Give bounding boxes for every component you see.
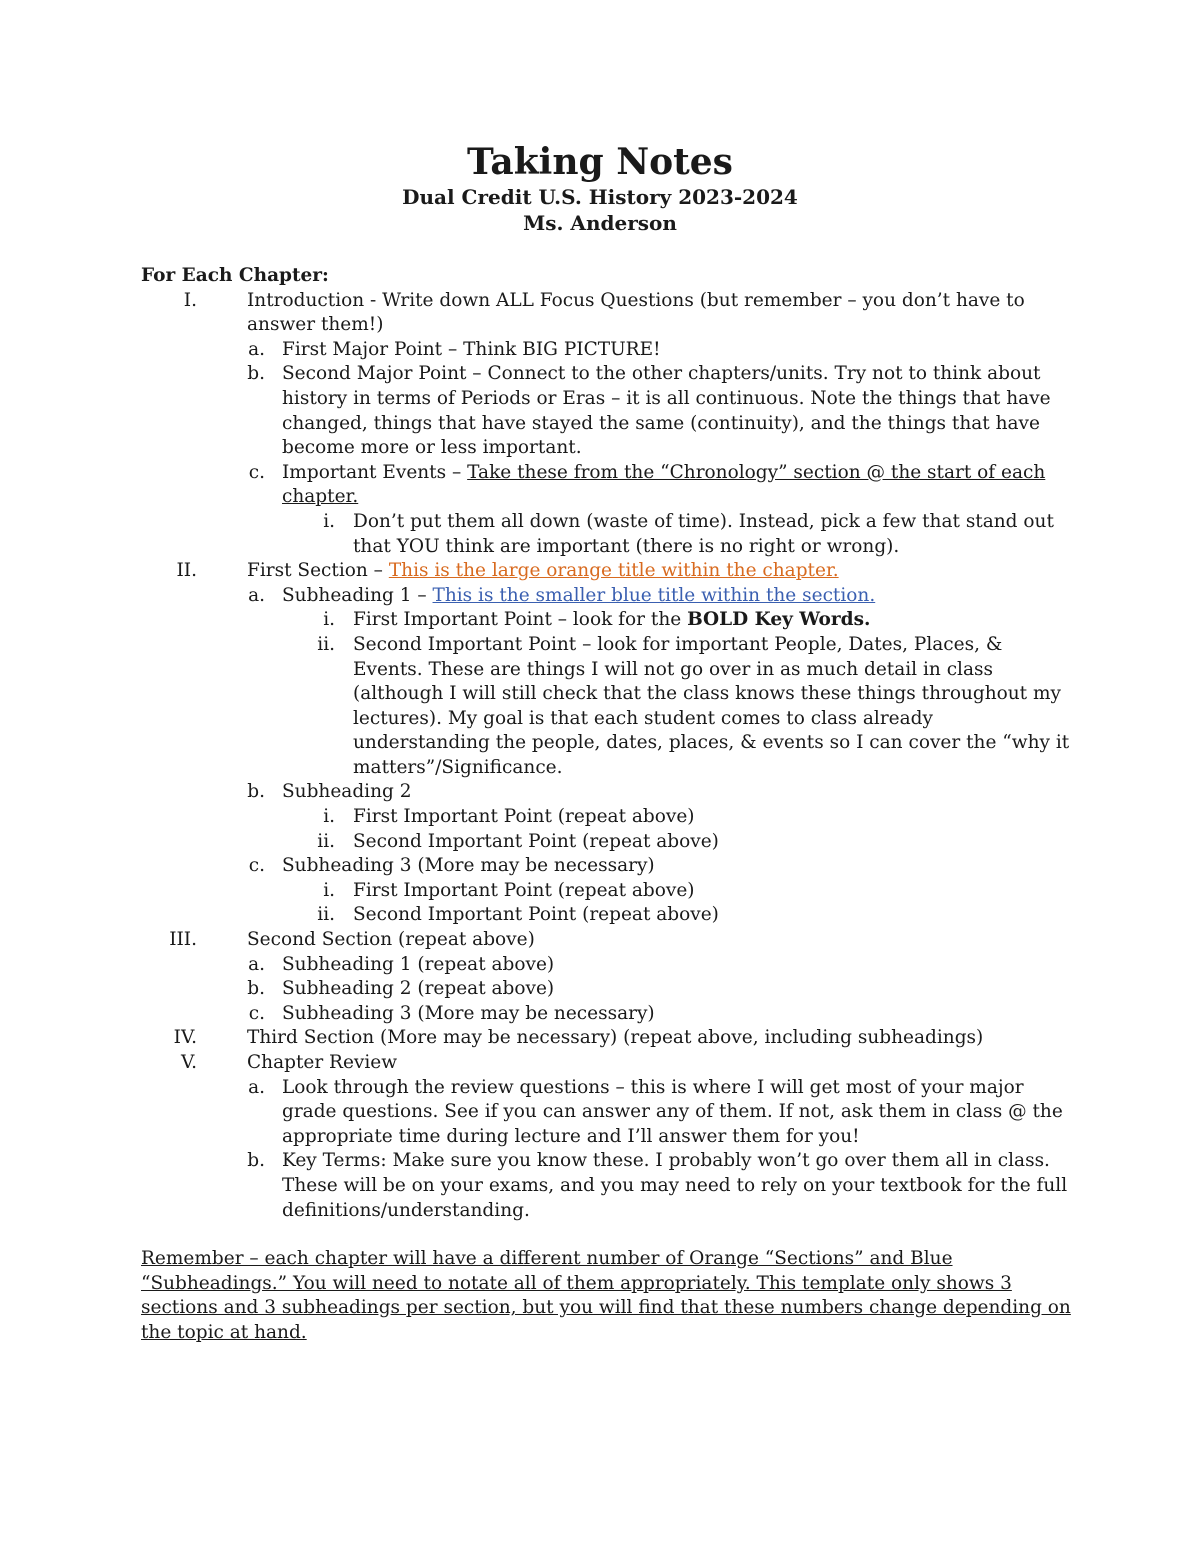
outline-letter: b. (247, 363, 265, 385)
outline-item-ii (141, 559, 1071, 584)
outline-letter: c. (248, 461, 265, 483)
outline-roman-small: i. (323, 806, 335, 828)
outline-letter: b. (247, 1150, 265, 1172)
outline-text: First Important Point (repeat above) (353, 806, 695, 828)
chronology-note: Take these from the “Chronology” section @ the start of each chapter. (282, 461, 1046, 508)
outline-letter: a. (248, 1076, 265, 1098)
outline-text-lead: First Section – (247, 560, 389, 582)
document-body (141, 264, 1071, 1364)
outline-number: I. (183, 289, 197, 311)
outline-item-v-a (141, 1076, 1071, 1150)
outline-item-ii-a-i (141, 608, 1071, 633)
outline-text-lead: Subheading 1 – (282, 584, 433, 606)
outline-text: Introduction - Write down ALL Focus Questions (but remember – you don’t have to answer them!) (247, 289, 1025, 336)
outline-roman-small: i. (323, 609, 335, 631)
outline-text-lead: Important Events – (282, 461, 468, 483)
outline-item-iv (141, 1026, 1071, 1051)
outline-text: Third Section (More may be necessary) (repeat above, including subheadings) (247, 1027, 984, 1049)
outline-item-v (141, 1051, 1071, 1076)
outline-text: Chapter Review (247, 1052, 398, 1073)
outline-text: Second Important Point – look for important People, Dates, Places, & Events. These are things I will not go over in as much detail in class (although I will still check that the class knows these things throughout my lectures). My goal is that each student comes to class already understanding the people, dates, places, & events so I can cover the “why it matters”/Significance. (353, 633, 1070, 778)
outline-roman-small: ii. (317, 904, 335, 926)
outline-item-i-a (141, 338, 1071, 363)
orange-title-example: This is the large orange title within the chapter. (388, 560, 839, 582)
outline-item-iii (141, 928, 1071, 953)
blue-title-example: This is the smaller blue title within the section. (432, 584, 876, 606)
outline-text: First Important Point (repeat above) (353, 879, 695, 901)
outline-text: Second Major Point – Connect to the other chapters/units. Try not to think about history in terms of Periods or Eras – it is all continuous. Note the things that have changed, things that have stayed the same (continuity), and the things that have become more or less important. (282, 363, 1051, 459)
outline-item-ii-a-ii (141, 633, 1071, 781)
outline-text: Subheading 2 (282, 781, 412, 803)
outline-text: Subheading 2 (repeat above) (282, 978, 555, 1000)
outline-item-iii-c (141, 1002, 1071, 1027)
outline-item-ii-b (141, 780, 1071, 805)
outline-text: Second Important Point (repeat above) (353, 904, 719, 926)
outline-text: Subheading 3 (More may be necessary) (282, 855, 655, 877)
outline-letter: c. (248, 1002, 265, 1024)
outline-number: III. (169, 929, 197, 951)
outline-item-iii-b (141, 977, 1071, 1002)
outline-text: Don’t put them all down (waste of time). Instead, pick a few that stand out that YOU think are important (there is no right or wrong). (353, 510, 1054, 557)
outline-letter: a. (248, 338, 265, 360)
outline-text: Second Section (repeat above) (247, 929, 535, 951)
outline-letter: b. (247, 781, 265, 803)
outline-roman-small: ii. (317, 830, 335, 852)
outline-item-i-c (141, 461, 1071, 510)
outline-number: IV. (173, 1027, 197, 1049)
outline-text-lead: First Important Point – look for the (353, 609, 688, 631)
outline-text: Key Terms: Make sure you know these. I probably won’t go over them all in class. These will be on your exams, and you may need to rely on your textbook for the full definitions/understanding. (282, 1150, 1068, 1221)
outline-text: Subheading 1 (repeat above) (282, 953, 555, 975)
outline-letter: a. (248, 953, 265, 975)
outline-text: First Major Point – Think BIG PICTURE! (282, 338, 661, 360)
outline-item-ii-c (141, 854, 1071, 879)
outline-number: V. (180, 1052, 197, 1073)
outline-roman-small: i. (323, 510, 335, 532)
outline-item-i-b (141, 362, 1071, 460)
outline-item-ii-c-ii (141, 903, 1071, 928)
document-title: Taking Notes (467, 141, 733, 183)
outline-number: II. (176, 560, 197, 582)
title-block (0, 140, 1200, 236)
outline-letter: a. (248, 584, 265, 606)
outline-item-ii-b-i (141, 805, 1071, 830)
bold-key-words: BOLD Key Words. (687, 609, 871, 631)
remember-note: Remember – each chapter will have a different number of Orange “Sections” and Blue “Subheadings.” You will need to notate all of them appropriately. This template only shows 3 sections and 3 subheadings per section, but you will find that these numbers change depending on the topic at hand. (141, 1248, 1071, 1343)
outline-item-iii-a (141, 953, 1071, 978)
outline-letter: b. (247, 978, 265, 1000)
outline-text: Second Important Point (repeat above) (353, 830, 719, 852)
outline-letter: c. (248, 855, 265, 877)
chapter-heading: For Each Chapter: (141, 265, 329, 286)
outline-item-ii-a (141, 584, 1071, 609)
outline-item-i (141, 289, 1071, 338)
outline-text: Subheading 3 (More may be necessary) (282, 1002, 655, 1024)
outline-item-ii-c-i (141, 879, 1071, 904)
outline-text: Look through the review questions – this is where I will get most of your major grade questions. See if you can answer any of them. If not, ask them in class @ the appropriate time during lecture and I’ll answer them for you! (282, 1076, 1063, 1147)
outline-item-v-b (141, 1149, 1071, 1223)
outline-roman-small: ii. (317, 633, 335, 655)
teacher-name: Ms. Anderson (523, 211, 677, 235)
outline-item-i-c-i (141, 510, 1071, 559)
outline-roman-small: i. (323, 879, 335, 901)
course-subtitle: Dual Credit U.S. History 2023-2024 (402, 185, 798, 209)
outline-item-ii-b-ii (141, 830, 1071, 855)
